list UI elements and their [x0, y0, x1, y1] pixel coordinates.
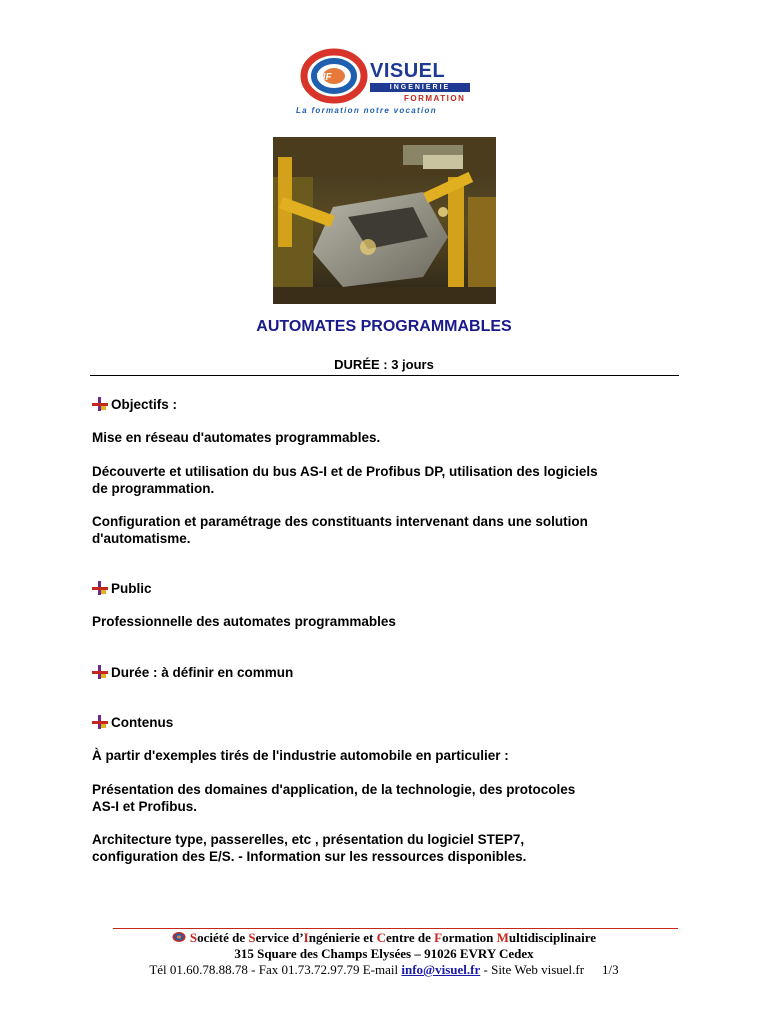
company-logo — [296, 40, 476, 120]
page-number: 1/3 — [602, 962, 619, 977]
paragraph-line: Découverte et utilisation du bus AS-I et de Profibus DP, utilisation des logiciels — [92, 464, 598, 479]
paragraph-line: AS-I et Profibus. — [92, 799, 198, 814]
section-heading-public — [92, 580, 152, 597]
bullet-icon — [92, 397, 108, 411]
eye-logo-icon — [172, 931, 186, 943]
car-assembly-robots-image — [273, 137, 496, 304]
section-heading-contenus — [92, 714, 173, 731]
section-heading-label: Durée : à définir en commun — [111, 665, 294, 680]
footer-address: 315 Square des Champs Elysées – 91026 EVRY Cedex — [234, 946, 534, 961]
bullet-icon — [92, 665, 108, 679]
paragraph: Mise en réseau d'automates programmables. — [92, 430, 381, 445]
paragraph-line: configuration des E/S. - Information sur les ressources disponibles. — [92, 849, 527, 864]
section-heading-objectifs — [92, 396, 177, 413]
section-heading-label: Contenus — [111, 715, 174, 730]
footer-phone-fax: Tél 01.60.78.88.78 - Fax 01.73.72.97.79 E-mail — [149, 962, 402, 977]
section-heading-label: Public — [111, 581, 152, 596]
paragraph: Professionnelle des automates programmables — [92, 614, 396, 629]
logo-badge: VIF — [316, 72, 332, 83]
factory-photo — [273, 137, 496, 304]
paragraph-line: de programmation. — [92, 481, 215, 496]
logo-sub-ingenierie: INGENIERIE — [370, 83, 470, 92]
email-link[interactable]: info@visuel.fr — [401, 962, 481, 977]
bullet-icon — [92, 581, 108, 595]
logo-brand: VISUEL — [370, 60, 446, 82]
logo-tagline: La formation notre vocation — [296, 106, 437, 115]
section-heading-label: Objectifs : — [111, 397, 178, 412]
paragraph: À partir d'exemples tirés de l'industrie automobile en particulier : — [92, 748, 509, 763]
bullet-icon — [92, 715, 108, 729]
section-heading-duree — [92, 664, 293, 681]
paragraph-line: Configuration et paramétrage des constituants intervenant dans une solution — [92, 514, 588, 529]
page-title: AUTOMATES PROGRAMMABLES — [256, 318, 512, 335]
header-divider — [90, 375, 679, 376]
footer-company-name: Société de Service d’Ingénierie et Centre de Formation Multidisciplinaire — [0, 930, 768, 946]
footer-divider — [113, 928, 678, 929]
logo-sub-formation: FORMATION — [404, 94, 466, 103]
footer-website: - Site Web visuel.fr — [480, 962, 585, 977]
paragraph-line: Architecture type, passerelles, etc , présentation du logiciel STEP7, — [92, 832, 525, 847]
footer-contact — [0, 962, 768, 978]
logo-swoosh-icon — [296, 40, 376, 106]
paragraph-line: d'automatisme. — [92, 531, 191, 546]
paragraph-line: Présentation des domaines d'application, de la technologie, des protocoles — [92, 782, 576, 797]
course-duration: DURÉE : 3 jours — [334, 357, 434, 372]
